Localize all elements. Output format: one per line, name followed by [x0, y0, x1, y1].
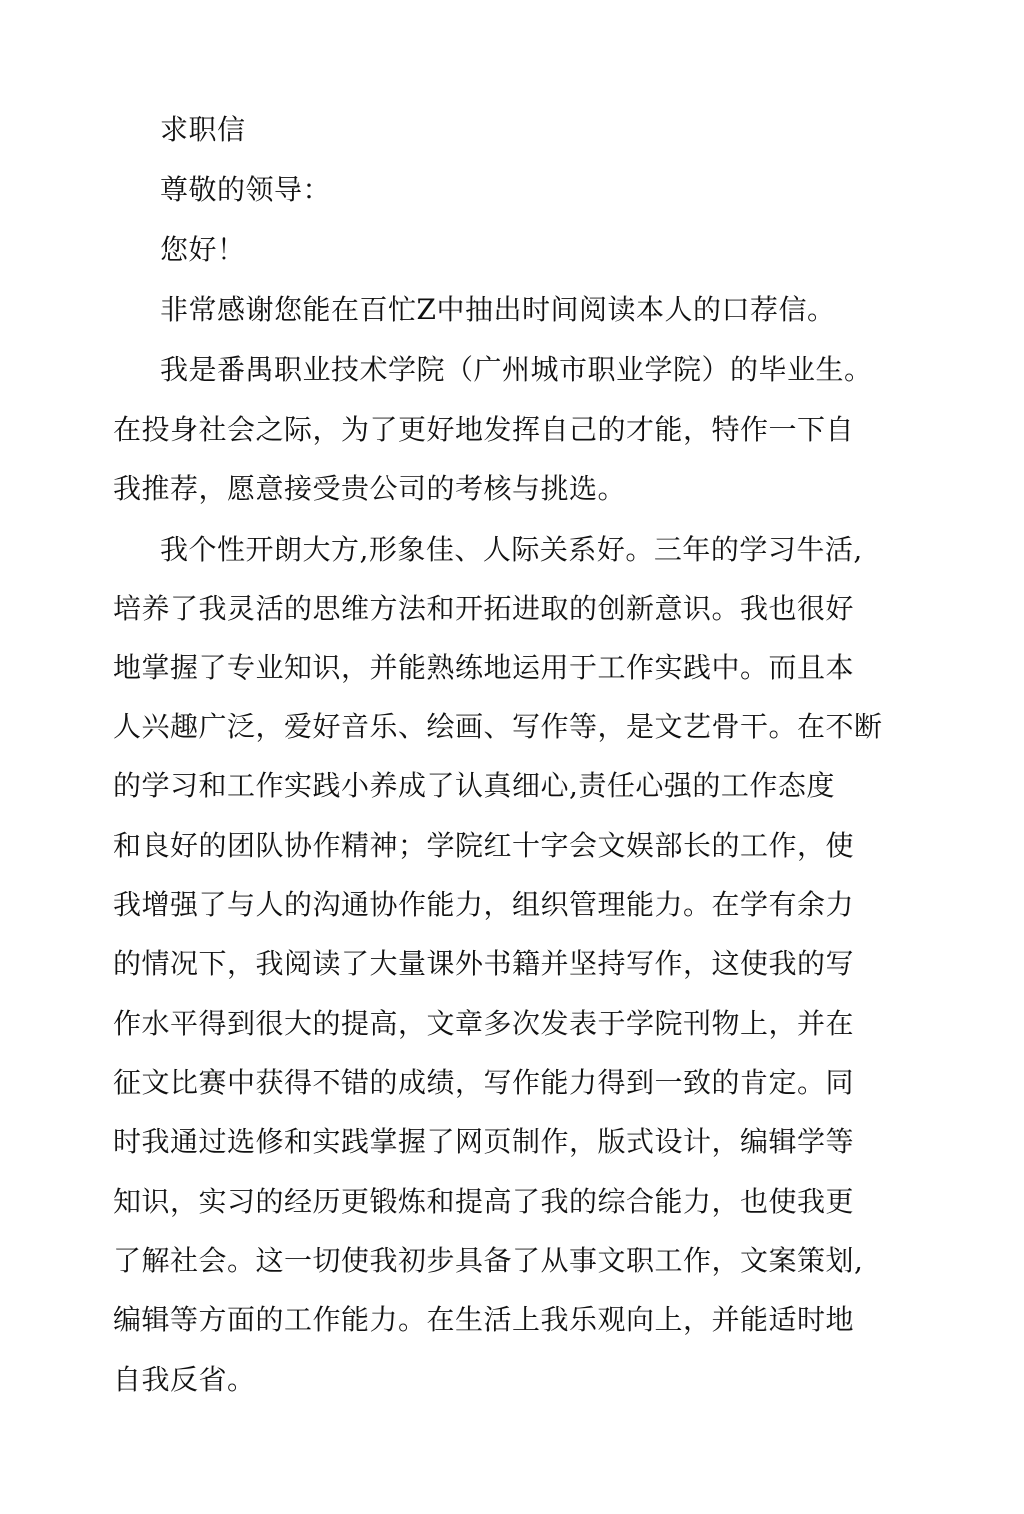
paragraph-body-line: 的学习和工作实践小养成了认真细心,责任心强的工作态度 — [113, 769, 835, 802]
greeting: 您好！ — [160, 233, 246, 266]
paragraph-intro-line: 我推荐，愿意接受贵公司的考核与挑选。 — [113, 472, 627, 505]
paragraph-body-line: 了解社会。这一切使我初步具备了从事文职工作，文案策划, — [113, 1244, 864, 1277]
paragraph-body-line: 人兴趣广泛，爱好音乐、绘画、写作等，是文艺骨干。在不断 — [113, 710, 883, 743]
paragraph-body-line: 自我反省。 — [113, 1363, 256, 1396]
paragraph-body-line: 时我通过选修和实践掌握了网页制作，版式设计，编辑学等 — [113, 1125, 855, 1158]
paragraph-body-line: 和良好的团队协作精神；学院红十字会文娱部长的工作，使 — [113, 829, 855, 862]
paragraph-body-line: 我个性开朗大方,形象佳、人际关系好。三年的学习牛活, — [160, 533, 863, 566]
paragraph-body-line: 作水平得到很大的提高，文章多次发表于学院刊物上，并在 — [113, 1007, 855, 1040]
paragraph-body-line: 我增强了与人的沟通协作能力，组织管理能力。在学有余力 — [113, 888, 855, 921]
paragraph-body-line: 培养了我灵活的思维方法和开拓进取的创新意识。我也很好 — [113, 592, 855, 625]
paragraph-intro-line: 我是番禺职业技术学院（广州城市职业学院）的毕业生。 — [160, 353, 873, 386]
paragraph-body-line: 知识，实习的经历更锻炼和提高了我的综合能力，也使我更 — [113, 1185, 855, 1218]
paragraph-body-line: 的情况下，我阅读了大量课外书籍并坚持写作，这使我的写 — [113, 947, 855, 980]
salutation: 尊敬的领导： — [160, 173, 332, 206]
paragraph-thanks: 非常感谢您能在百忙Z中抽出时间阅读本人的口荐信。 — [160, 293, 836, 326]
paragraph-body-line: 编辑等方面的工作能力。在生活上我乐观向上，并能适时地 — [113, 1303, 855, 1336]
paragraph-body-line: 地掌握了专业知识，并能熟练地运用于工作实践中。而且本 — [113, 651, 855, 684]
paragraph-intro-line: 在投身社会之际，为了更好地发挥自己的才能，特作一下自 — [113, 413, 855, 446]
letter-title: 求职信 — [160, 113, 246, 146]
paragraph-body-line: 征文比赛中获得不错的成绩，写作能力得到一致的肯定。同 — [113, 1066, 855, 1099]
